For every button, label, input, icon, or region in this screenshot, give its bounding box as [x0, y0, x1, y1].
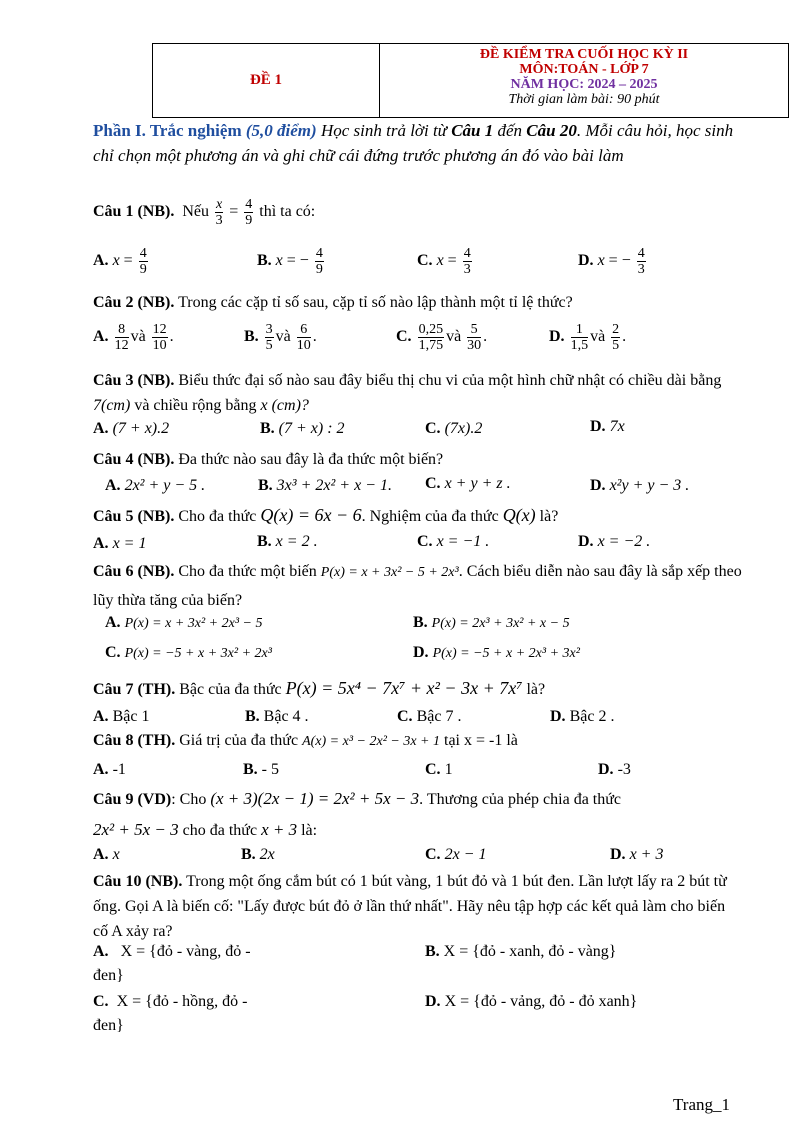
q7-a: Bậc 1 [112, 708, 150, 725]
q7-d: Bậc 2 . [569, 708, 615, 725]
q9-opt-d[interactable]: D. x + 3 [610, 846, 664, 863]
q4-opt-c[interactable]: C. x + y + z . [425, 475, 511, 492]
exam-subject: MÔN:TOÁN - LỚP 7 [519, 62, 649, 77]
question-10 [93, 869, 743, 944]
q8-opt-d[interactable]: D. -3 [598, 761, 631, 778]
q9-b: 2x [259, 846, 275, 863]
q2-label: Câu 2 (NB). [93, 294, 175, 311]
q7-c: Bậc 7 . [416, 708, 462, 725]
q6-c: P(x) = −5 + x + 3x² + 2x³ [124, 646, 272, 661]
q1-frac-a: $\frac{x}{3}$ [215, 197, 223, 228]
question-7 [93, 678, 545, 699]
q10-opt-a-cont [93, 967, 124, 985]
q5-opt-c[interactable]: C. x = −1 . [417, 533, 490, 550]
q3-and: và chiều rộng bằng [134, 397, 257, 414]
q9-text3: cho đa thức [182, 822, 258, 839]
q8-opt-a[interactable]: A. -1 [93, 761, 126, 778]
q9-text2: . Thương của phép chia đa thức [419, 791, 622, 808]
q6-opt-d[interactable]: D. P(x) = −5 + x + 2x³ + 3x² [413, 644, 580, 661]
q5-b: x = 2 . [275, 533, 318, 550]
q7-text2: là? [526, 681, 546, 698]
exam-year: NĂM HỌC: 2024 – 2025 [510, 77, 658, 92]
q10-text: Trong một ống cắm bút có 1 bút vàng, 1 bút đỏ và 1 bút đen. Lần lượt lấy ra 2 bút từ ống. Gọi A là biến cố: "Lấy được bút đỏ ở lần thứ nhất". Hãy nêu tập hợp các kết quả làm cho biến cố A xảy ra? [93, 873, 727, 940]
q9-eq: (x + 3)(2x − 1) = 2x² + 5x − 3 [210, 789, 420, 808]
q4-d: x²y + y − 3 . [609, 477, 690, 494]
page-number: Trang_1 [673, 1095, 730, 1114]
question-8 [93, 732, 518, 750]
q10-a1: X = {đỏ - vàng, đỏ - [120, 943, 251, 960]
q4-c: x + y + z . [444, 475, 511, 492]
q5-opt-a[interactable]: A. x = 1 [93, 535, 147, 552]
part1-points: (5,0 điểm) [245, 121, 317, 140]
q10-c1: X = {đỏ - hồng, đỏ - [116, 993, 248, 1010]
q8-d: -3 [617, 761, 631, 778]
q6-poly: P(x) = x + 3x² − 5 + 2x³ [320, 565, 459, 580]
q6-text: Cho đa thức một biến [178, 563, 317, 580]
q2-opt-d[interactable]: D. $\frac{1}{1,5}$ và $\frac{2}{5}$ . [549, 322, 627, 353]
q5-opt-b[interactable]: B. x = 2 . [257, 533, 318, 550]
q5-label: Câu 5 (NB). [93, 508, 175, 525]
part1-instr: Học sinh trả lời từ [320, 121, 447, 140]
q2-va: và [130, 328, 146, 346]
q3-len: 7(cm) [93, 397, 131, 414]
q6-label: Câu 6 (NB). [93, 563, 175, 580]
q10-opt-a[interactable]: A. X = {đỏ - vàng, đỏ - [93, 943, 251, 960]
q3-d: 7x [609, 418, 625, 435]
q9-a: x [112, 846, 120, 863]
q4-b: 3x³ + 2x² + x − 1. [276, 477, 392, 494]
header-table [152, 43, 789, 118]
q2-va: và [590, 328, 606, 346]
q3-c: (7x).2 [444, 420, 483, 437]
q2-text: Trong các cặp tỉ số sau, cặp tỉ số nào lập thành một tỉ lệ thức? [178, 294, 573, 311]
exam-code: ĐỀ 1 [153, 44, 380, 117]
q10-opt-c-cont [93, 1017, 124, 1035]
part1-q20: Câu 20 [526, 121, 577, 140]
q2-opt-a[interactable]: A. $\frac{8}{12}$ và $\frac{12}{10}$ . [93, 322, 174, 353]
question-9 [93, 789, 621, 809]
q6-a: P(x) = x + 3x² + 2x³ − 5 [124, 616, 263, 631]
q3-opt-b[interactable]: B. (7 + x) : 2 [260, 420, 345, 437]
opt-letter: D. [578, 252, 594, 270]
q5-text2: . Nghiệm của đa thức [361, 508, 499, 525]
q5-a: x = 1 [112, 535, 147, 552]
q7-text: Bậc của đa thức [179, 681, 282, 698]
q7-opt-c[interactable]: C. Bậc 7 . [397, 708, 462, 725]
q5-text: Cho đa thức [178, 508, 257, 525]
q6-opt-c[interactable]: C. P(x) = −5 + x + 3x² + 2x³ [105, 644, 272, 661]
q10-d: X = {đỏ - vảng, đỏ - đỏ xanh} [444, 993, 638, 1010]
q9-opt-c[interactable]: C. 2x − 1 [425, 846, 487, 863]
q1-opt-d[interactable]: D. x = − $\frac{4}{3}$ [578, 246, 645, 277]
q1-label: Câu 1 (NB). [93, 203, 175, 221]
exam-time: Thời gian làm bài: 90 phút [508, 92, 660, 107]
q5-poly: Q(x) = 6x − 6 [260, 505, 362, 525]
q8-label: Câu 8 (TH). [93, 732, 176, 749]
q6-opt-b[interactable]: B. P(x) = 2x³ + 3x² + x − 5 [413, 614, 570, 631]
opt-letter: A. [93, 252, 109, 270]
q10-label: Câu 10 (NB). [93, 873, 183, 890]
q10-opt-b[interactable]: B. X = {đỏ - xanh, đỏ - vàng} [425, 943, 617, 960]
q1-opt-a[interactable]: A. x = $\frac{4}{9}$ [93, 246, 147, 277]
q8-text2: tại x = -1 là [444, 732, 518, 749]
q3-opt-d[interactable]: D. 7x [590, 418, 625, 435]
q9-poly: 2x² + 5x − 3 [93, 820, 179, 839]
q9-label: Câu 9 (VD) [93, 791, 172, 808]
q5-text3: là? [539, 508, 559, 525]
part1-to: đến [497, 121, 523, 140]
q7-label: Câu 7 (TH). [93, 681, 176, 698]
q4-opt-a[interactable]: A. 2x² + y − 5 . [105, 477, 206, 494]
q3-opt-a[interactable]: A. (7 + x).2 [93, 420, 170, 437]
q8-opt-b[interactable]: B. - 5 [243, 761, 279, 778]
q10-a2: đen} [93, 967, 124, 984]
q1-pre: Nếu [182, 203, 209, 221]
q7-opt-d[interactable]: D. Bậc 2 . [550, 708, 615, 725]
q3-text: Biểu thức đại số nào sau đây biểu thị chu vi của một hình chữ nhật có chiều dài bằng [178, 372, 722, 389]
q5-d: x = −2 . [597, 533, 651, 550]
q5-c: x = −1 . [436, 533, 490, 550]
q2-va: và [275, 328, 291, 346]
question-3 [93, 368, 743, 418]
q9-text: : Cho [171, 791, 207, 808]
question-9-cont [93, 820, 317, 840]
q3-b: (7 + x) : 2 [278, 420, 345, 437]
q3-opt-c[interactable]: C. (7x).2 [425, 420, 483, 437]
q2-opt-c[interactable]: C. $\frac{0,25}{1,75}$ và $\frac{5}{30}$ . [396, 322, 488, 353]
question-5 [93, 505, 558, 526]
q6-b: P(x) = 2x³ + 3x² + x − 5 [431, 616, 570, 631]
question-4 [93, 451, 443, 469]
q8-text: Giá trị của đa thức [179, 732, 299, 749]
part1-intro [93, 118, 743, 168]
q10-b: X = {đỏ - xanh, đỏ - vàng} [443, 943, 617, 960]
q4-a: 2x² + y − 5 . [124, 477, 206, 494]
question-6 [93, 558, 743, 615]
question-2 [93, 294, 573, 312]
q4-opt-d[interactable]: D. x²y + y − 3 . [590, 477, 690, 494]
q10-opt-d[interactable]: D. X = {đỏ - vảng, đỏ - đỏ xanh} [425, 993, 638, 1010]
q6-d: P(x) = −5 + x + 2x³ + 3x² [432, 646, 580, 661]
q9-d: x + 3 [629, 846, 664, 863]
q1-opt-c[interactable]: C. x = $\frac{4}{3}$ [417, 246, 471, 277]
q2-va: và [446, 328, 462, 346]
q7-poly: P(x) = 5x⁴ − 7x⁷ + x² − 3x + 7x⁷ [285, 678, 523, 698]
q7-b: Bậc 4 . [263, 708, 309, 725]
opt-letter: B. [257, 252, 272, 270]
q8-b: - 5 [261, 761, 279, 778]
q4-opt-b[interactable]: B. 3x³ + 2x² + x − 1. [258, 477, 392, 494]
q9-opt-b[interactable]: B. 2x [241, 846, 275, 863]
part1-q1: Câu 1 [451, 121, 494, 140]
opt-letter: C. [417, 252, 433, 270]
q8-a: -1 [112, 761, 126, 778]
q4-text: Đa thức nào sau đây là đa thức một biến? [178, 451, 444, 468]
question-1: Câu 1 (NB). Nếu $\frac{x}{3}$ = $\frac{4}{9}$ thì ta có: [93, 197, 316, 228]
exam-title: ĐỀ KIỂM TRA CUỐI HỌC KỲ II [479, 47, 689, 62]
q3-wid: x (cm)? [260, 397, 309, 414]
q9-c: 2x − 1 [444, 846, 487, 863]
q6-opt-a[interactable]: A. P(x) = x + 3x² + 2x³ − 5 [105, 614, 263, 631]
part1-title: Phần I. Trắc nghiệm [93, 121, 242, 140]
q9-text4: là: [301, 822, 318, 839]
q4-label: Câu 4 (NB). [93, 451, 175, 468]
q7-opt-b[interactable]: B. Bậc 4 . [245, 708, 309, 725]
exam-info [380, 44, 788, 117]
q6-text2: . Cách biểu diễn nào sau đây là sắp xếp theo lũy thừa tăng của biến? [93, 563, 742, 609]
part1-instr2: . Mỗi câu hỏi, học sinh chỉ chọn một phương án và ghi chữ cái đứng trước phương án đó vào bài làm [93, 121, 734, 165]
q3-a: (7 + x).2 [112, 420, 170, 437]
q10-opt-c[interactable]: C. X = {đỏ - hồng, đỏ - [93, 993, 248, 1010]
q5-qx: Q(x) [502, 505, 536, 525]
q7-opt-a[interactable]: A. Bậc 1 [93, 708, 150, 725]
q1-frac-b: $\frac{4}{9}$ [245, 197, 253, 228]
q5-opt-d[interactable]: D. x = −2 . [578, 533, 651, 550]
q2-opt-b[interactable]: B. $\frac{3}{5}$ và $\frac{6}{10}$ . [244, 322, 317, 353]
q1-opt-b[interactable]: B. x = − $\frac{4}{9}$ [257, 246, 323, 277]
q10-c2: đen} [93, 1017, 124, 1034]
q8-c: 1 [444, 761, 453, 778]
q8-opt-c[interactable]: C. 1 [425, 761, 453, 778]
q8-poly: A(x) = x³ − 2x² − 3x + 1 [302, 734, 440, 749]
q1-post: thì ta có: [259, 203, 316, 221]
q3-label: Câu 3 (NB). [93, 372, 175, 389]
q9-div: x + 3 [261, 820, 298, 839]
q9-opt-a[interactable]: A. x [93, 846, 120, 863]
